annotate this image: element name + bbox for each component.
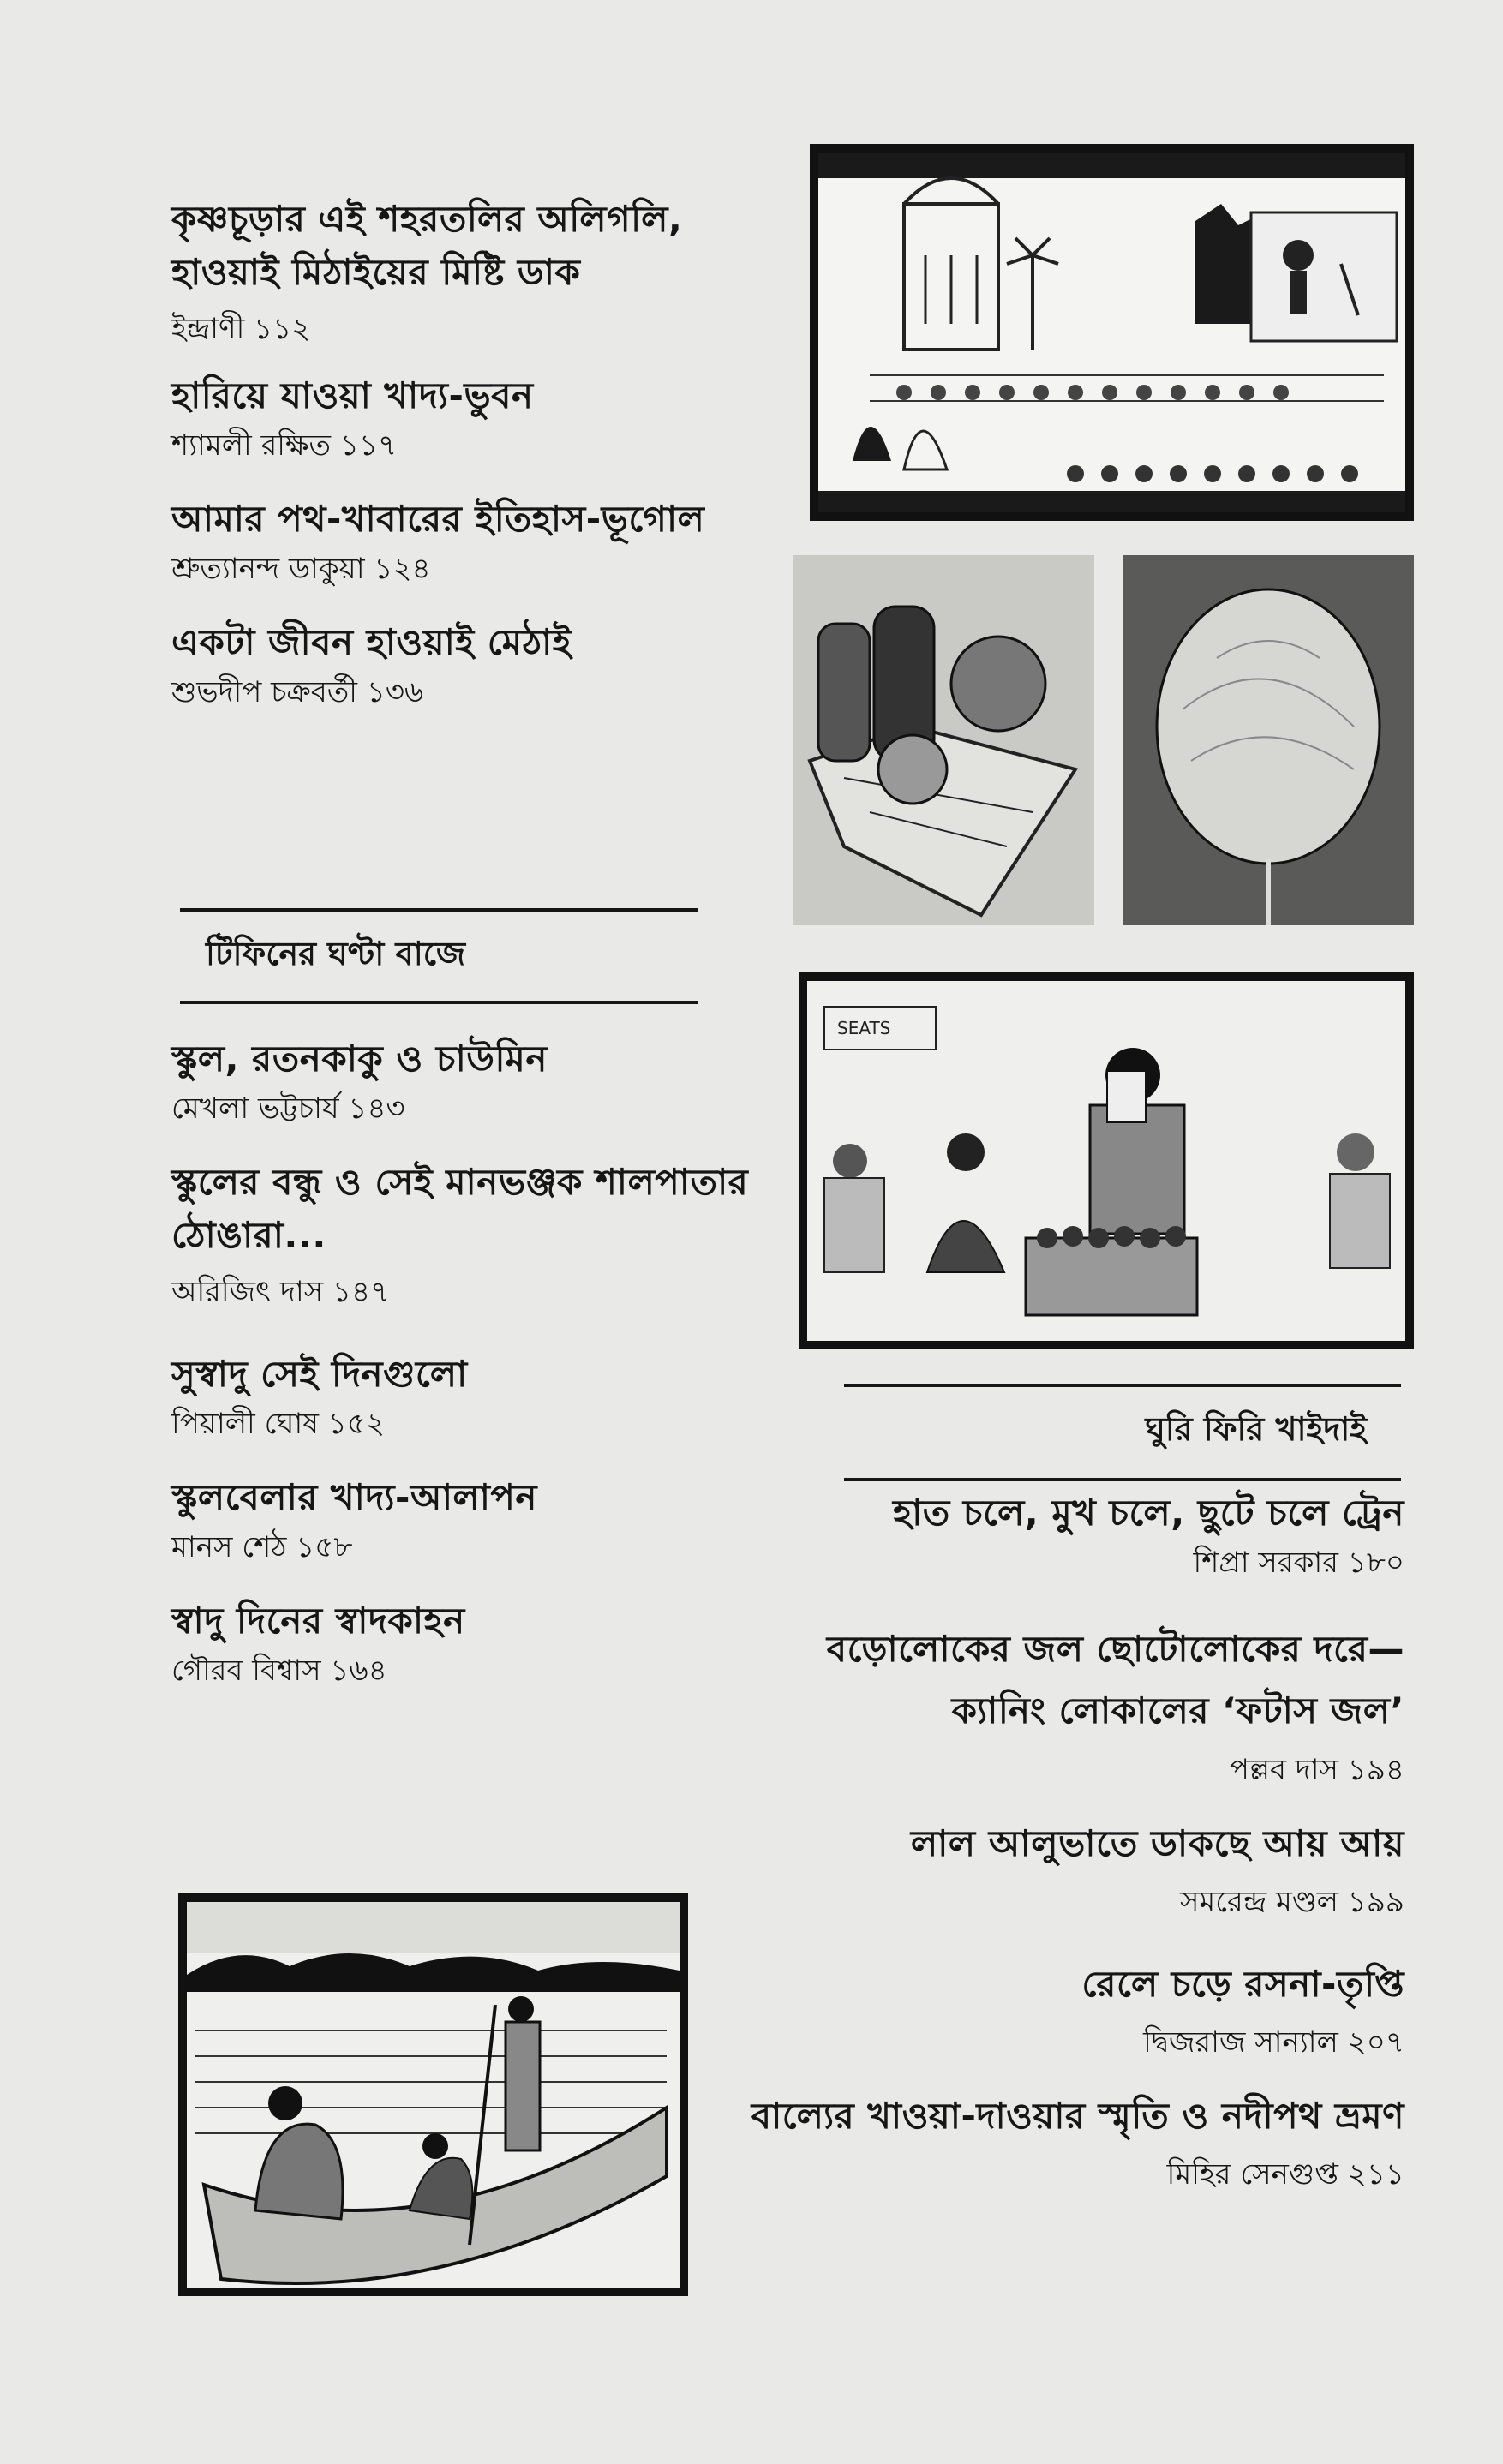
seats-sign: SEATS [837, 1018, 891, 1038]
illustration-cotton-candy [1123, 555, 1414, 925]
entry-author: শুভদীপ চক্রবর্তী ১৩৬ [171, 675, 424, 709]
toc-entry [728, 1618, 1404, 1791]
entry-title: হাত চলে, মুখ চলে, ছুটে চলে ট্রেন [893, 1492, 1404, 1534]
entry-title: স্কুলবেলার খাদ্য-আলাপন [171, 1476, 537, 1518]
entry-title: রেলে চড়ে রসনা-তৃপ্তি [1081, 1963, 1404, 2005]
toc-entry [171, 1348, 771, 1445]
entry-title: স্বাদু দিনের স্বাদকাহন [171, 1600, 465, 1642]
section-header-travel [844, 1384, 1401, 1481]
entry-author: শিপ্রা সরকার ১৮০ [1193, 1546, 1404, 1580]
toc-entry [171, 493, 771, 590]
entry-title: কৃষ্ণচূড়ার এই শহরতলির অলিগলি, হাওয়াই মিঠাইয়ের মিষ্টি ডাক [171, 198, 683, 293]
entry-title: বাল্যের খাওয়া-দাওয়ার স্মৃতি ও নদীপথ ভ্রমণ [751, 2095, 1404, 2137]
entry-author: সমরেন্দ্র মণ্ডল ১৯৯ [1179, 1885, 1404, 1919]
entry-title: একটা জীবন হাওয়াই মেঠাই [171, 621, 572, 663]
entry-title: হারিয়ে যাওয়া খাদ্য-ভুবন [171, 374, 534, 416]
entry-title: আমার পথ-খাবারের ইতিহাস-ভূগোল [171, 498, 705, 540]
entry-title: সুস্বাদু সেই দিনগুলো [171, 1353, 468, 1395]
entry-author: পিয়ালী ঘোষ ১৫২ [171, 1407, 386, 1441]
section-header-tiffin [180, 908, 698, 1004]
entry-author: মানস শেঠ ১৫৮ [171, 1530, 353, 1564]
toc-entry [171, 1156, 771, 1313]
toc-entry [171, 369, 771, 467]
entry-author: মেখলা ভট্টচার্য ১৪৩ [171, 1091, 405, 1126]
section-title: ঘুরি ফিরি খাইদাই [1145, 1410, 1367, 1448]
entry-title: লাল আলুভাতে ডাকছে আয় আয় [910, 1822, 1404, 1864]
travel-entries [668, 1486, 1404, 2196]
toc-entry [171, 1032, 771, 1130]
entry-author: শ্রুত্যানন্দ ডাকুয়া ১২৪ [171, 552, 431, 586]
entry-title: স্কুলের বন্ধু ও সেই মানভঞ্জক শালপাতার ঠোঙারা... [171, 1161, 749, 1256]
toc-entry [668, 1817, 1404, 1923]
toc-entry [668, 2090, 1404, 2196]
entry-author: দ্বিজরাজ সান্যাল ২০৭ [1143, 2025, 1404, 2060]
entry-author: পল্লব দাস ১৯৪ [1229, 1753, 1404, 1787]
toc-entry [171, 616, 771, 714]
toc-entry [171, 193, 720, 350]
toc-entry [668, 1958, 1404, 2064]
section-title: টিফিনের ঘণ্টা বাজে [206, 935, 465, 972]
entry-author: অরিজিৎ দাস ১৪৭ [171, 1275, 390, 1309]
entry-title: স্কুল, রতনকাকু ও চাউমিন [171, 1038, 548, 1079]
illustration-boat [178, 1893, 688, 2296]
entry-author: শ্যামলী রক্ষিত ১১৭ [171, 428, 398, 463]
illustration-food-basket [793, 555, 1094, 925]
section-rule-bottom [844, 1478, 1401, 1481]
left-column [171, 193, 771, 714]
entry-author: গৌরব বিশ্বাস ১৬৪ [171, 1654, 387, 1688]
toc-entry [668, 1486, 1404, 1584]
illustration-vendor [799, 972, 1414, 1349]
entry-title: বড়োলোকের জল ছোটোলোকের দরে— ক্যানিং লোকালের ‘ফটাস জল’ [826, 1628, 1404, 1731]
section-rule-bottom [180, 1001, 698, 1004]
entry-author: ইন্দ্রাণী ১১২ [171, 312, 311, 346]
entry-author: মিহির সেনগুপ্ত ২১১ [1166, 2157, 1404, 2192]
illustration-festival [810, 144, 1414, 521]
